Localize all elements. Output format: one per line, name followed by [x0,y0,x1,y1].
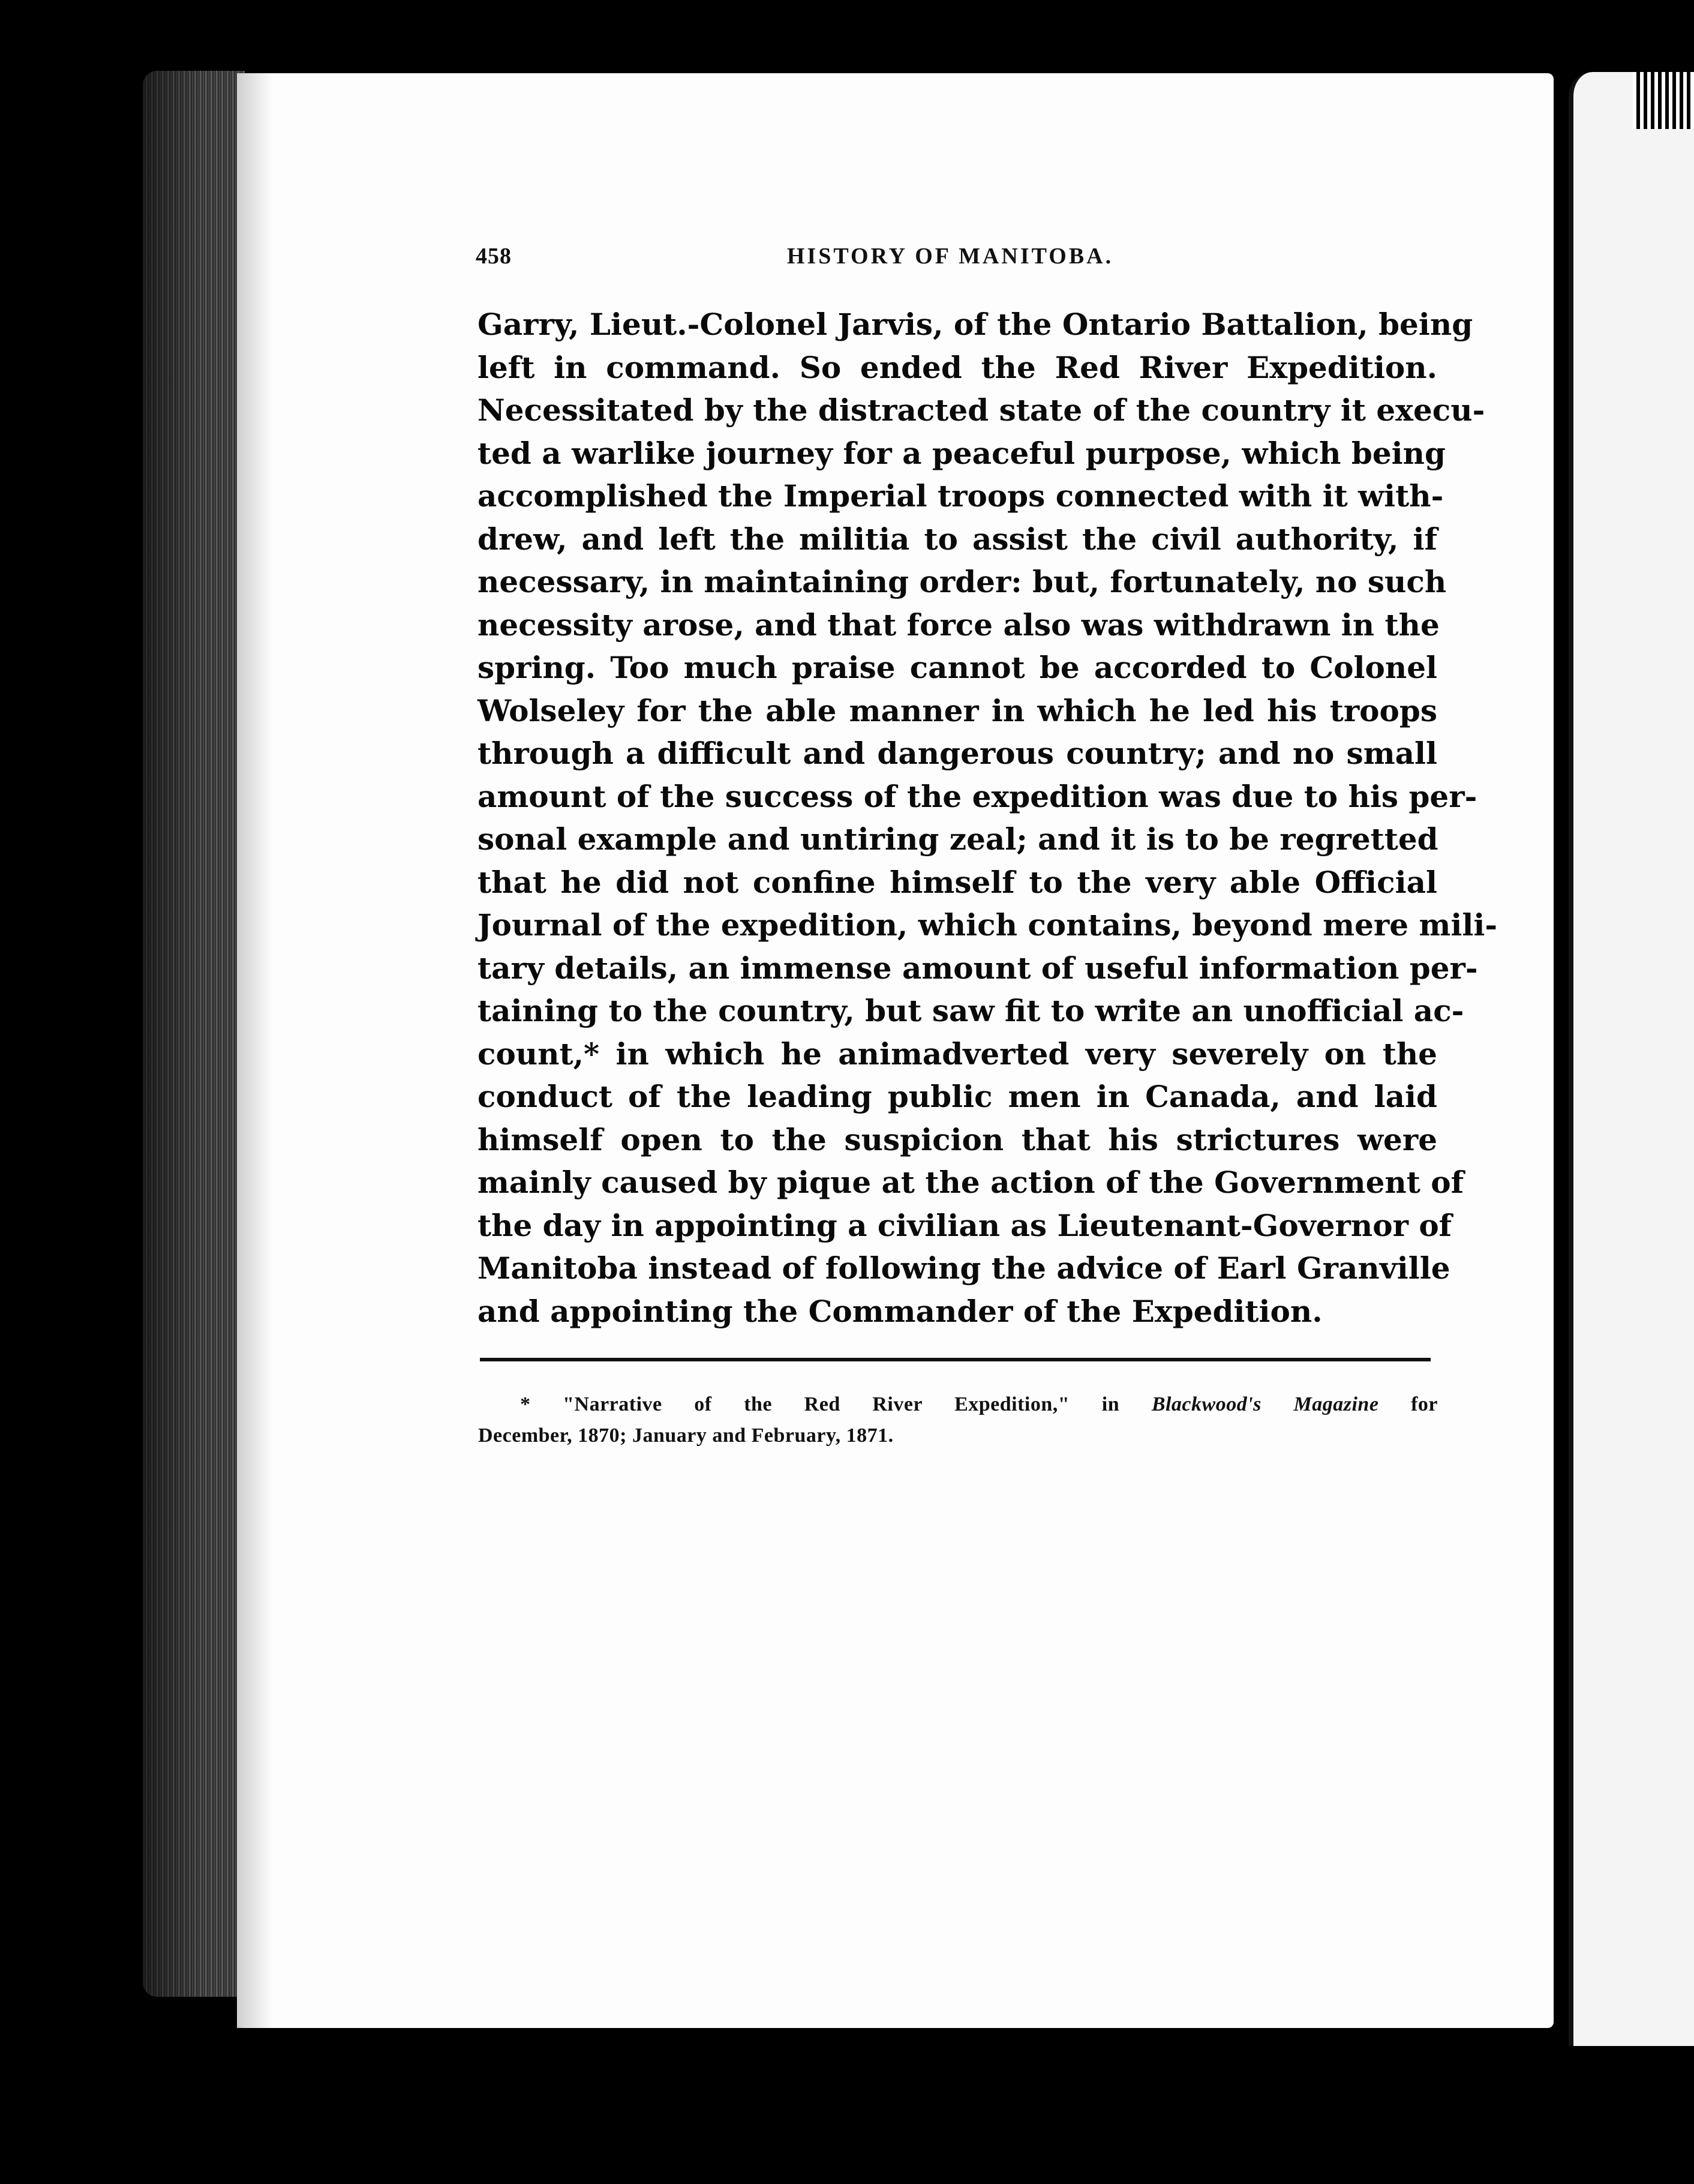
page-edge-shadow [143,71,245,1997]
footnote [478,1389,1438,1451]
text-line: and appointing the Commander of the Expedition. [477,1293,1323,1329]
text-line: amount of the success of the expedition was due to his per- [477,778,1477,814]
body-text [477,303,1498,1333]
page-number: 458 [476,244,512,269]
footnote-magazine-title: Blackwood's Magazine [1151,1393,1379,1415]
text-line: sonal example and untiring zeal; and it is to be regretted [477,821,1438,857]
text-line: taining to the country, but saw fit to write an unofficial ac- [477,993,1464,1028]
text-line: conduct of the leading public men in Canada, and laid [477,1079,1437,1114]
footnote-line-2: December, 1870; January and February, 1871. [478,1424,894,1447]
footnote-divider [480,1358,1431,1361]
text-line: necessary, in maintaining order: but, fortunately, no such [477,564,1447,599]
text-line: Manitoba instead of following the advice of Earl Granville [477,1250,1450,1286]
text-line: Wolseley for the able manner in which he led his troops [477,692,1437,728]
gutter-shadow [237,73,273,2028]
footnote-line-1 [478,1389,1438,1420]
text-line: count,* in which he animadverted very severely on the [477,1036,1437,1072]
facing-page-edge [1569,72,1694,2046]
scan-corner-mark [1633,72,1694,129]
text-line: ted a warlike journey for a peaceful purpose, which being [477,435,1446,471]
text-line: Garry, Lieut.-Colonel Jarvis, of the Ontario Battalion, being [477,307,1473,342]
text-line: necessity arose, and that force also was withdrawn in the [477,607,1440,643]
text-line: tary details, an immense amount of useful information per- [477,950,1478,986]
text-line: that he did not confine himself to the very able Official [477,864,1437,900]
text-line: drew, and left the militia to assist the civil authority, if [477,521,1437,557]
text-line: accomplished the Imperial troops connected with it with- [477,478,1444,514]
page-header [476,243,1425,279]
text-line: spring. Too much praise cannot be accorded to Colonel [477,650,1437,685]
text-line: Necessitated by the distracted state of the country it execu- [477,392,1485,428]
running-head: HISTORY OF MANITOBA. [786,244,1114,269]
footnote-text-suffix: for [1378,1393,1438,1415]
footnote-text-prefix: * "Narrative of the Red River Expedition," in [520,1393,1152,1415]
text-line: left in command. So ended the Red River Expedition. [477,349,1437,385]
text-line: the day in appointing a civilian as Lieutenant-Governor of [477,1207,1452,1243]
text-line: mainly caused by pique at the action of the Government of [477,1165,1464,1200]
text-line: through a difficult and dangerous country; and no small [477,736,1437,771]
text-line: Journal of the expedition, which contains, beyond mere mili- [477,907,1498,943]
text-line: himself open to the suspicion that his strictures were [477,1121,1437,1157]
